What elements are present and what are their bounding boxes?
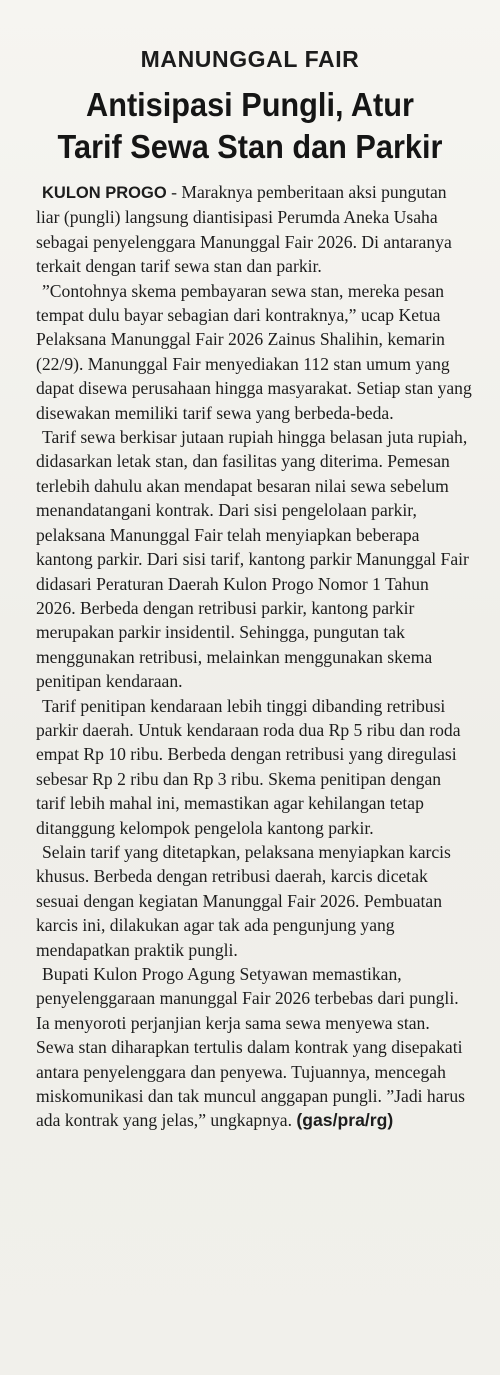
body-paragraph: ”Contohnya skema pembayaran sewa stan, mereka pesan tempat dulu bayar sebagian dari kontraknya,” ucap Ketua Pelaksana Manunggal Fair 2026 Zainus Shalihin, kemarin (22/9). Manunggal Fair menyediakan 112 stan umum yang dapat disewa perusahaan hingga masyarakat. Setiap stan yang disewakan memiliki tarif sewa yang berbeda-beda.: [36, 280, 472, 423]
closing-paragraph: [36, 962, 472, 1133]
section-kicker: MANUNGGAL FAIR: [140, 46, 360, 72]
headline-line-2: Tarif Sewa Stan dan Parkir: [57, 128, 443, 165]
body-paragraph: Selain tarif yang ditetapkan, pelaksana menyiapkan karcis khusus. Berbeda dengan retribusi daerah, karcis dicetak sesuai dengan kegiatan Manunggal Fair 2026. Pembuatan karcis ini, dilakukan agar tak ada pengunjung yang mendapatkan praktik pungli.: [36, 841, 451, 960]
headline: [18, 84, 483, 168]
dateline: KULON PROGO: [42, 184, 167, 202]
article-body: [36, 180, 472, 1133]
lead-text: - Maraknya pemberitaan aksi pungutan liar (pungli) langsung diantisipasi Perumda Aneka Usaha sebagai penyelenggara Manunggal Fair 2026. Di antaranya terkait dengan tarif sewa stan dan parkir.: [36, 182, 452, 277]
lead-paragraph: [36, 180, 472, 279]
body-paragraph: Tarif penitipan kendaraan lebih tinggi dibanding retribusi parkir daerah. Untuk kendaraan roda dua Rp 5 ribu dan roda empat Rp 10 ribu. Berbeda dengan retribusi yang diregulasi sebesar Rp 2 ribu dan Rp 3 ribu. Skema penitipan dengan tarif lebih mahal ini, memastikan agar kehilangan tetap ditanggung kelompok pengelola kantong parkir.: [36, 695, 461, 838]
headline-line-1: Antisipasi Pungli, Atur: [86, 86, 414, 123]
body-paragraph: Tarif sewa berkisar jutaan rupiah hingga belasan juta rupiah, didasarkan letak stan, dan fasilitas yang diterima. Pemesan terlebih dahulu akan mendapat besaran nilai sewa sebelum menandatangani kontrak. Dari sisi pengelolaan parkir, pelaksana Manunggal Fair telah menyiapkan beberapa kantong parkir. Dari sisi tarif, kantong parkir Manunggal Fair didasari Peraturan Daerah Kulon Progo Nomor 1 Tahun 2026. Berbeda dengan retribusi parkir, kantong parkir merupakan parkir insidentil. Sehingga, pungutan tak menggunakan retribusi, melainkan menggunakan skema penitipan kendaraan.: [36, 427, 469, 692]
author-signature: (gas/pra/rg): [296, 1110, 394, 1131]
closing-text: Bupati Kulon Progo Agung Setyawan memastikan, penyelenggaraan manunggal Fair 2026 terbebas dari pungli. Ia menyoroti perjanjian kerja sama sewa menyewa stan. Sewa stan diharapkan tertulis dalam kontrak yang disepakati antara penyelenggara dan penyewa. Tujuannya, mencegah miskomunikasi dan tak muncul anggapan pungli. ”Jadi harus ada kontrak yang jelas,” ungkapnya.: [36, 964, 466, 1131]
